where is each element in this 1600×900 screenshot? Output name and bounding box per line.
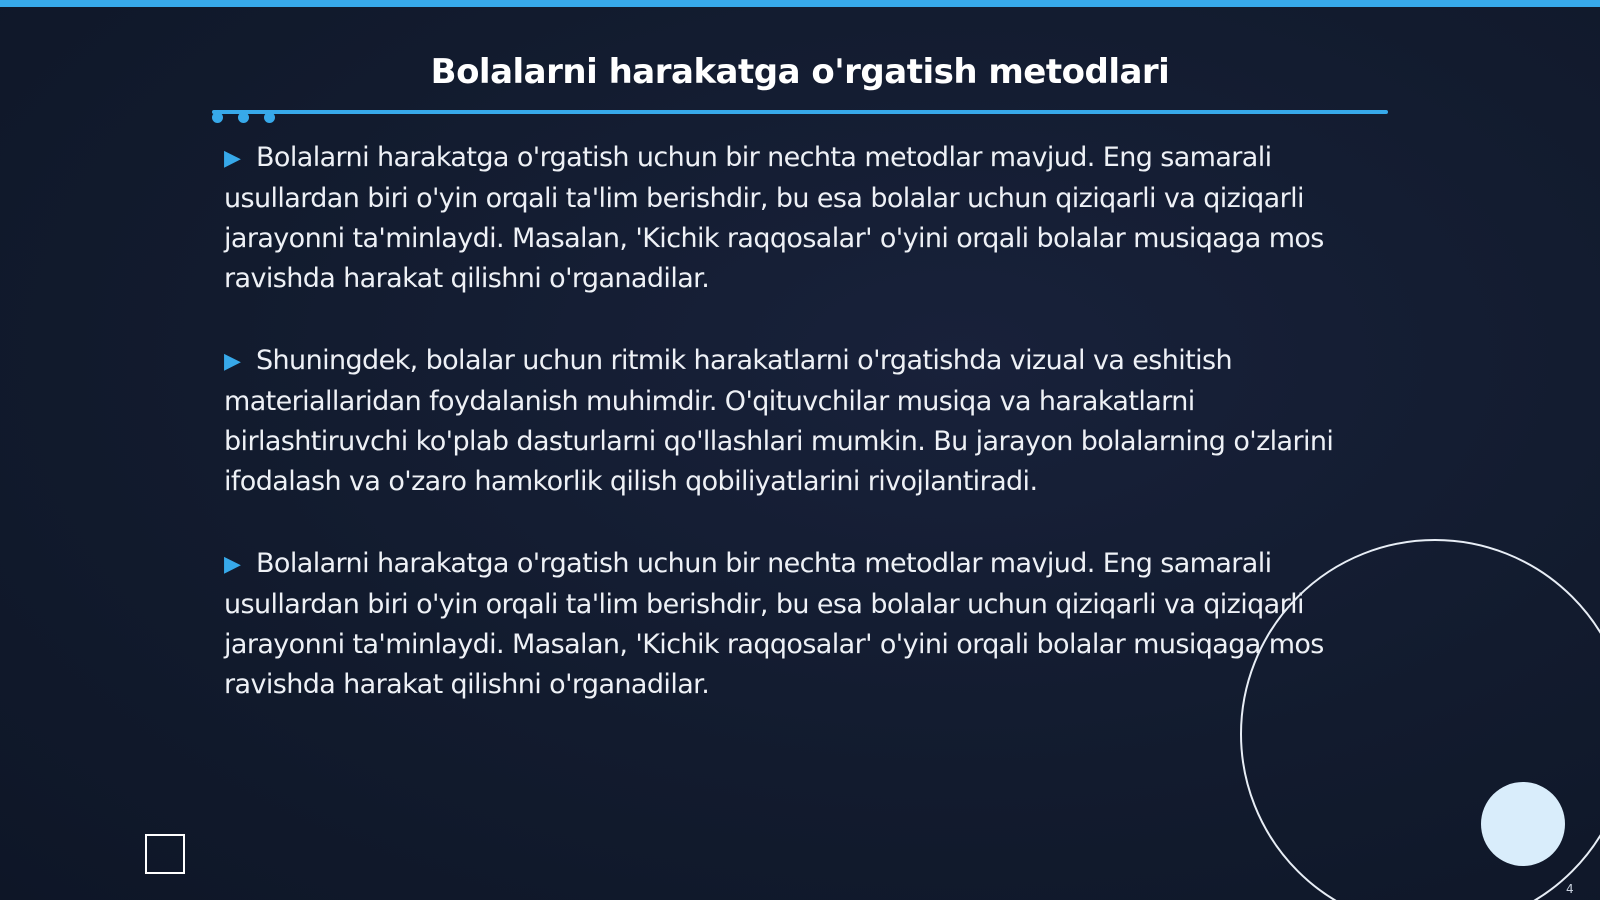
- decor-square: [145, 834, 185, 874]
- decor-filled-circle: [1481, 782, 1565, 866]
- slide-title: Bolalarni harakatga o'rgatish metodlari: [430, 52, 1170, 92]
- bullet-arrow-icon: ▶: [224, 349, 241, 374]
- top-accent-bar: [0, 0, 1600, 7]
- bullet-text: Shuningdek, bolalar uchun ritmik harakatlarni o'rgatishda vizual va eshitish materiallaridan foydalanish muhimdir. O'qituvchilar musiqa va harakatlarni birlashtiruvchi ko'plab dasturlarni qo'llashlari mumkin. Bu jarayon bolalarning o'zlarini ifodalash va o'zaro hamkorlik qilish qobiliyatlarini rivojlantiradi.: [224, 345, 1334, 497]
- bullet-arrow-icon: ▶: [224, 552, 241, 577]
- slide-number: 4: [1566, 882, 1574, 896]
- bullet-item: [224, 138, 1374, 299]
- decor-dot: [238, 112, 249, 123]
- bullet-item: [224, 544, 1374, 705]
- bullet-arrow-icon: ▶: [224, 146, 241, 171]
- bullet-text: Bolalarni harakatga o'rgatish uchun bir nechta metodlar mavjud. Eng samarali usullardan biri o'yin orqali ta'lim berishdir, bu esa bolalar uchun qiziqarli va qiziqarli jarayonni ta'minlaydi. Masalan, 'Kichik raqqosalar' o'yini orqali bolalar musiqaga mos ravishda harakat qilishni o'rganadilar.: [224, 142, 1324, 294]
- decor-dot: [264, 112, 275, 123]
- bullet-text: Bolalarni harakatga o'rgatish uchun bir nechta metodlar mavjud. Eng samarali usullardan biri o'yin orqali ta'lim berishdir, bu esa bolalar uchun qiziqarli va qiziqarli jarayonni ta'minlaydi. Masalan, 'Kichik raqqosalar' o'yini orqali bolalar musiqaga mos ravishda harakat qilishni o'rganadilar.: [224, 548, 1324, 700]
- bullet-item: [224, 341, 1374, 502]
- decor-dot: [212, 112, 223, 123]
- bullet-list: [224, 138, 1374, 747]
- title-underline: [212, 110, 1388, 114]
